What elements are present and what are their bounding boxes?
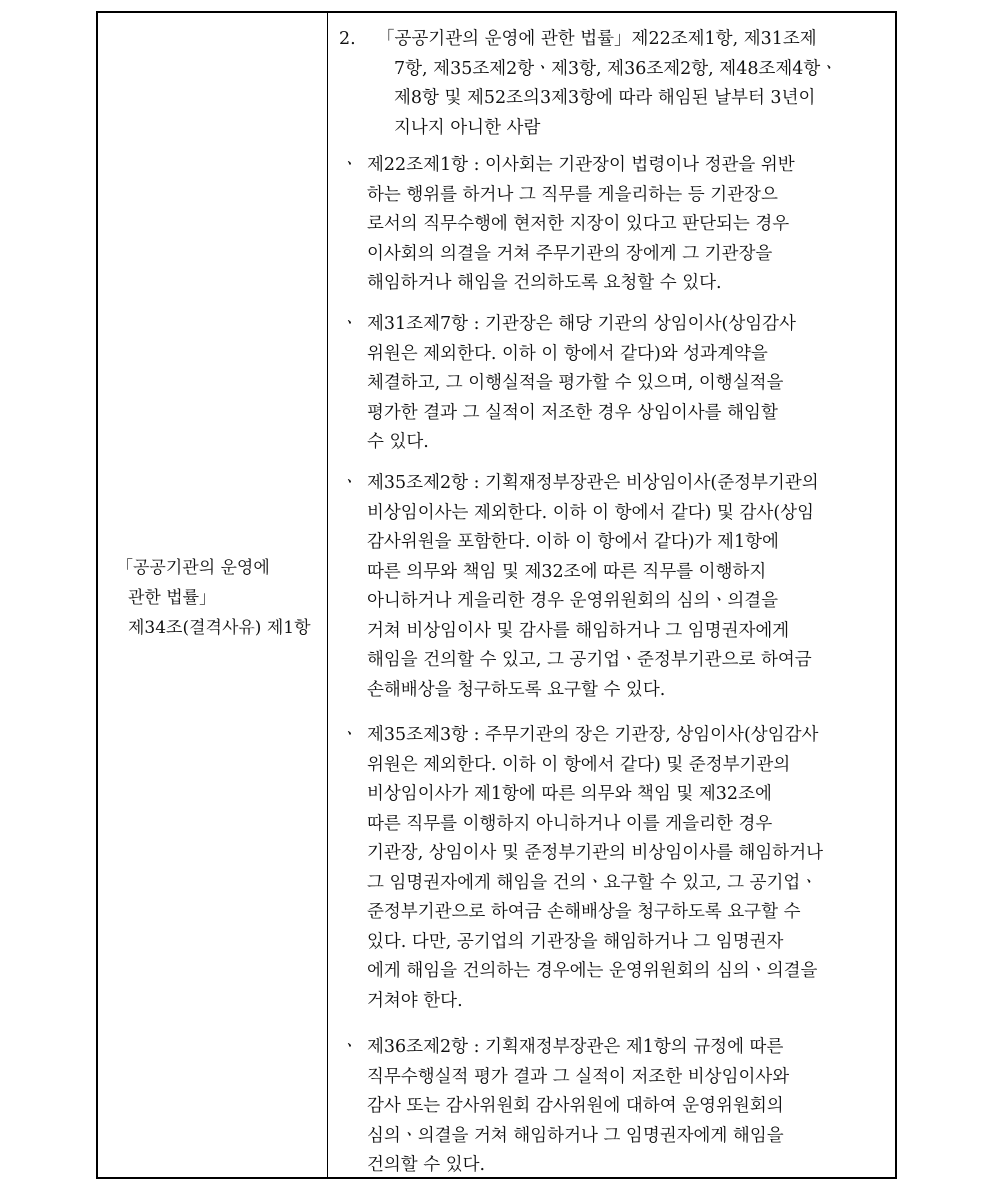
bullet-text [367,721,887,1016]
item-body [377,25,887,143]
bullet-mark: ㆍ [341,314,358,334]
bullet-line: 제22조제1항 : 이사회는 기관장이 법령이나 정관을 위반 [367,155,795,175]
bullet-line: 평가한 결과 그 실적이 저조한 경우 상임이사를 해임할 [367,402,778,423]
law-reference-line-2: 관한 법률」 [128,588,217,608]
bullet-line: 따른 직무를 이행하지 아니하거나 이를 게을리한 경우 [367,813,773,834]
bullet-line: 손해배상을 청구하도록 요구할 수 있다. [367,679,666,700]
bullet-line: 이사회의 의결을 거쳐 주무기관의 장에게 그 기관장을 [367,243,773,264]
bullet-line: 기관장, 상임이사 및 준정부기관의 비상임이사를 해임하거나 [367,843,823,863]
bullet-line: 감사 또는 감사위원회 감사위원에 대하여 운영위원회의 [367,1096,784,1116]
bullet-line: 하는 행위를 하거나 그 직무를 게을리하는 등 기관장으 [367,184,778,205]
bullet-line: 거쳐 비상임이사 및 감사를 해임하거나 그 임명권자에게 [367,620,790,641]
bullet-line: 비상임이사가 제1항에 따른 의무와 책임 및 제32조에 [367,784,772,804]
bullet-text [367,151,887,299]
bullet-text [367,310,887,458]
bullet-line: 위원은 제외한다. 이하 이 항에서 같다)와 성과계약을 [367,343,768,364]
bullet-line: 직무수행실적 평가 결과 그 실적이 저조한 비상임이사와 [367,1066,790,1087]
bullet-line: 위원은 제외한다. 이하 이 항에서 같다) 및 준정부기관의 [367,754,791,775]
item-line: 7항, 제35조제2항ㆍ제3항, 제36조제2항, 제48조제4항ㆍ [394,58,838,79]
bullet-line: 그 임명권자에게 해임을 건의ㆍ요구할 수 있고, 그 공기업ㆍ [367,872,818,893]
bullet-line: 수 있다. [367,432,429,452]
law-reference-line-3: 제34조(결격사유) 제1항 [128,618,311,638]
bullet-line: 해임하거나 해임을 건의하도록 요청할 수 있다. [367,273,722,293]
bullet-line: 로서의 직무수행에 현저한 지장이 있다고 판단되는 경우 [367,214,790,234]
bullet-line: 해임을 건의할 수 있고, 그 공기업ㆍ준정부기관으로 하여금 [367,650,812,670]
bullet-line: 건의할 수 있다. [367,1155,486,1175]
bullet-line: 제31조제7항 : 기관장은 해당 기관의 상임이사(상임감사 [367,314,796,334]
item-line: 제8항 및 제52조의3제3항에 따라 해임된 날부터 3년이 [394,88,816,108]
right-cell [329,13,895,1177]
bullet-line: 준정부기관으로 하여금 손해배상을 청구하도록 요구할 수 [367,902,801,922]
bullet-line: 체결하고, 그 이행실적을 평가할 수 있으며, 이행실적을 [367,373,784,393]
bullet-line: 제35조제2항 : 기획재정부장관은 비상임이사(준정부기관의 [367,473,819,493]
bullet-line: 제36조제2항 : 기획재정부장관은 제1항의 규정에 따른 [367,1037,784,1057]
bullet-line: 거쳐야 한다. [367,990,463,1011]
bullet-text [367,1033,887,1181]
bullet-line: 감사위원을 포함한다. 이하 이 항에서 같다)가 제1항에 [367,532,779,552]
bullet-mark: ㆍ [341,1037,358,1057]
column-divider [327,13,328,1177]
law-reference-line-1: 「공공기관의 운영에 [116,558,270,578]
document-table [96,11,897,1179]
bullet-line: 제35조제3항 : 주무기관의 장은 기관장, 상임이사(상임감사 [367,725,819,745]
bullet-line: 아니하거나 게을리한 경우 운영위원회의 심의ㆍ의결을 [367,591,779,611]
bullet-mark: ㆍ [341,473,358,493]
bullet-line: 있다. 다만, 공기업의 기관장을 해임하거나 그 임명권자 [367,931,784,952]
item-line: 「공공기관의 운영에 관한 법률」제22조제1항, 제31조제 [377,29,817,49]
law-reference-label [116,553,321,643]
item-number: 2. [339,29,356,49]
bullet-line: 비상임이사는 제외한다. 이하 이 항에서 같다) 및 감사(상임 [367,502,814,523]
bullet-line: 따른 의무와 책임 및 제32조에 따른 직무를 이행하지 [367,561,767,582]
bullet-line: 심의ㆍ의결을 거쳐 해임하거나 그 임명권자에게 해임을 [367,1125,784,1146]
bullet-mark: ㆍ [341,155,358,175]
bullet-text [367,469,887,705]
bullet-line: 에게 해임을 건의하는 경우에는 운영위원회의 심의ㆍ의결을 [367,961,818,981]
item-line: 지나지 아니한 사람 [394,117,541,138]
bullet-mark: ㆍ [341,725,358,745]
left-cell [98,13,327,1177]
